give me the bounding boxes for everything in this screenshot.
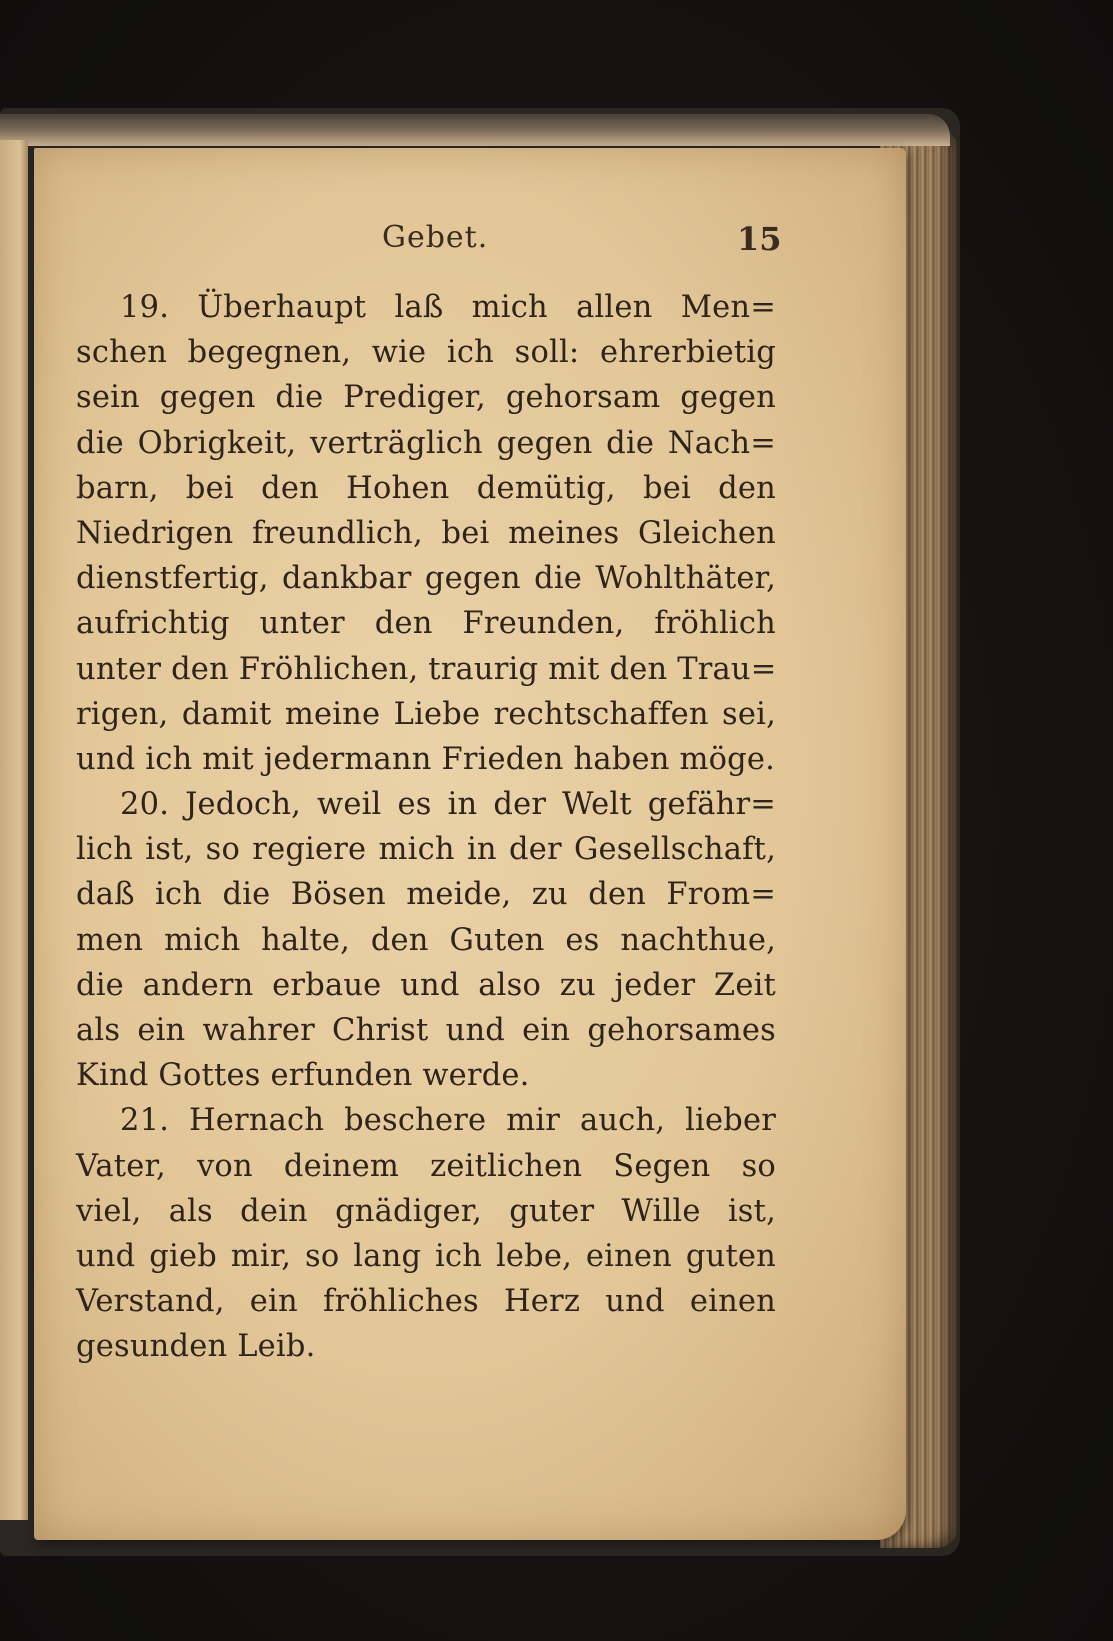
text-line: Verstand, ein fröhliches Herz und einen (76, 1284, 776, 1320)
text-line: Vater, von deinem zeitlichen Segen so (76, 1148, 776, 1184)
running-title: Gebet. (382, 220, 489, 255)
text-line: die andern erbaue und also zu jeder Zeit (76, 967, 776, 1003)
text-line: lich ist, so regiere mich in der Gesellschaft, (76, 832, 776, 868)
text-line: als ein wahrer Christ und ein gehorsames (76, 1013, 776, 1048)
text-line: daß ich die Bösen meide, zu den From= (76, 877, 776, 913)
text-line: sein gegen die Prediger, gehorsam gegen (76, 380, 776, 416)
text-line: rigen, damit meine Liebe rechtschaffen sei, (76, 696, 776, 732)
text-line: 21. Hernach beschere mir auch, lieber (120, 1103, 776, 1139)
text-line: 20. Jedoch, weil es in der Welt gefähr= (120, 787, 776, 823)
left-page-edge (0, 140, 28, 1520)
text-line: schen begegnen, wie ich soll: ehrerbietig (76, 335, 776, 371)
page-header (34, 220, 906, 260)
book-page (34, 148, 906, 1540)
text-line: Kind Gottes erfunden werde. (76, 1058, 530, 1094)
text-line: die Obrigkeit, verträglich gegen die Nach= (76, 425, 776, 461)
text-line: aufrichtig unter den Freunden, fröhlich (76, 606, 776, 642)
text-line: dienstfertig, dankbar gegen die Wohlthäter, (76, 561, 776, 597)
prayer-text (76, 285, 776, 1370)
text-line: und ich mit jedermann Frieden haben möge. (76, 741, 776, 777)
book-top-edge (0, 114, 950, 146)
page-number: 15 (737, 220, 782, 258)
text-line: viel, als dein gnädiger, guter Wille ist, (76, 1193, 776, 1229)
text-line: Niedrigen freundlich, bei meines Gleichen (76, 515, 776, 551)
text-line: und gieb mir, so lang ich lebe, einen guten (76, 1238, 776, 1274)
text-line: barn, bei den Hohen demütig, bei den (76, 470, 776, 506)
text-line: 19. Überhaupt laß mich allen Men= (120, 290, 776, 325)
text-line: men mich halte, den Guten es nachthue, (76, 922, 776, 958)
text-line: gesunden Leib. (76, 1329, 316, 1365)
text-line: unter den Fröhlichen, traurig mit den Trau= (76, 651, 777, 687)
